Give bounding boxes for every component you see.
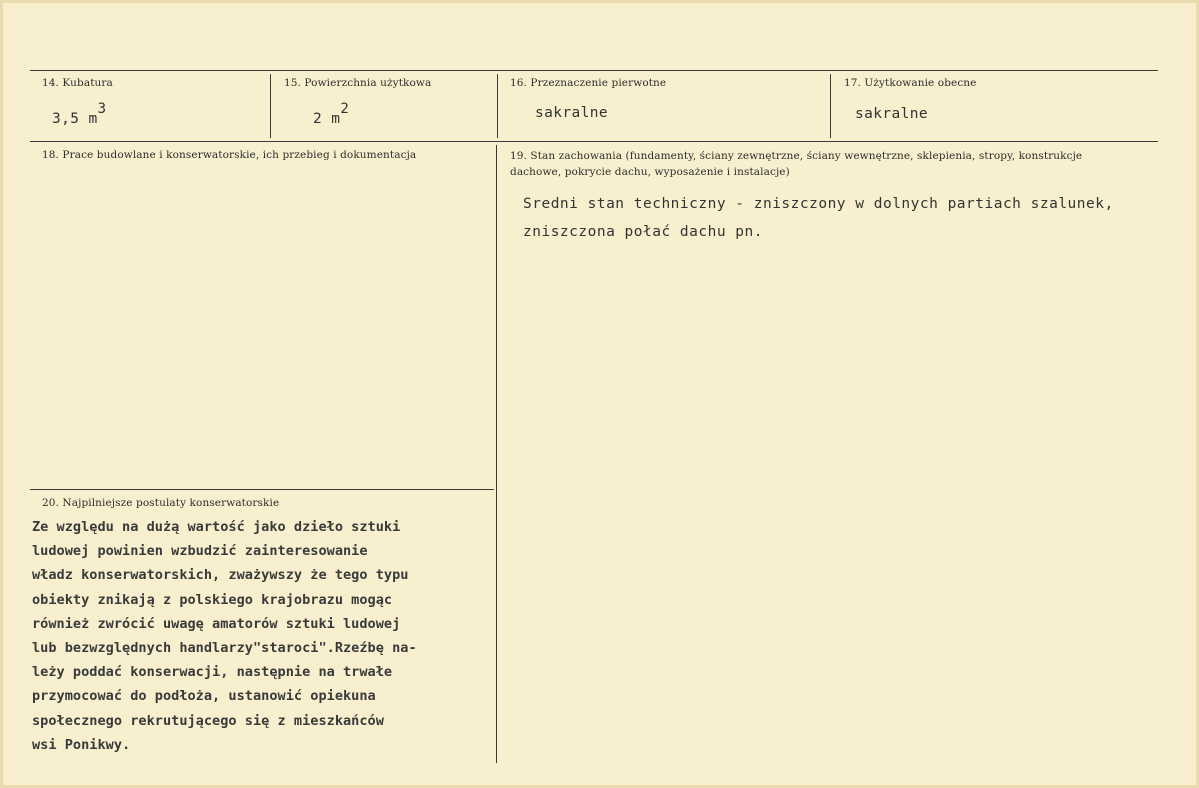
field-20-line-8: przymocować do podłoża, ustanowić opiekuna [32, 688, 376, 705]
row1-bottom-rule [30, 141, 1158, 142]
divider-16-17 [830, 74, 831, 138]
field-20-line-1: Ze względu na dużą wartość jako dzieło sztuki [32, 519, 401, 535]
divider-14-15 [270, 74, 271, 138]
field-20-line-5: również zwrócić uwagę amatorów sztuki ludowej [32, 615, 401, 632]
field-18-label: 18. Prace budowlane i konserwatorskie, ich przebieg i dokumentacja [42, 149, 417, 161]
field-19-text [523, 190, 1114, 246]
field-19-line-1: Sredni stan techniczny - zniszczony w dolnych partiach szalunek, [523, 196, 1114, 212]
field-20-line-2: ludowej powinien wzbudzić zainteresowanie [32, 543, 368, 560]
field-16-label: 16. Przeznaczenie pierwotne [510, 77, 667, 89]
field-15-label: 15. Powierzchnia użytkowa [284, 77, 432, 89]
top-rule [30, 70, 1158, 71]
field-15-unit-exponent: 2 [340, 101, 350, 117]
field-20-line-9: społecznego rekrutującego się z mieszkańców [32, 712, 384, 729]
field-15-number: 2 m [313, 110, 341, 127]
field-19-line-2: zniszczona połać dachu pn. [523, 224, 763, 240]
field-20-line-6: lub bezwzględnych handlarzy"staroci".Rzeźbę na- [32, 640, 417, 657]
field-20-text [32, 515, 417, 757]
divider-18-19 [496, 145, 497, 763]
field-14-label: 14. Kubatura [42, 77, 113, 89]
field-20-line-10: wsi Ponikwy. [32, 736, 131, 753]
divider-15-16 [497, 74, 498, 138]
field-20-line-7: leży poddać konserwacji, następnie na trwałe [32, 664, 393, 681]
field-20-line-4: obiekty znikają z polskiego krajobrazu mogąc [32, 591, 393, 608]
field20-top-rule [30, 489, 494, 490]
field-14-value [52, 101, 107, 127]
field-19-label: 19. Stan zachowania (fundamenty, ściany zewnętrzne, ściany wewnętrzne, sklepienia, stropy, konstrukcje dachowe, pokrycie dachu, wyposażenie i instalacje) [510, 150, 1083, 178]
field-20-line-3: władz konserwatorskich, zważywszy że tego typu [32, 567, 409, 584]
field-17-label: 17. Użytkowanie obecne [844, 77, 977, 89]
field-15-value [313, 101, 350, 127]
field-20-label: 20. Najpilniejsze postulaty konserwatorskie [42, 497, 280, 509]
field-14-unit-exponent: 3 [97, 101, 107, 117]
field-16-value: sakralne [535, 105, 609, 121]
field-17-value: sakralne [855, 106, 929, 122]
field-14-number: 3,5 m [52, 110, 98, 127]
